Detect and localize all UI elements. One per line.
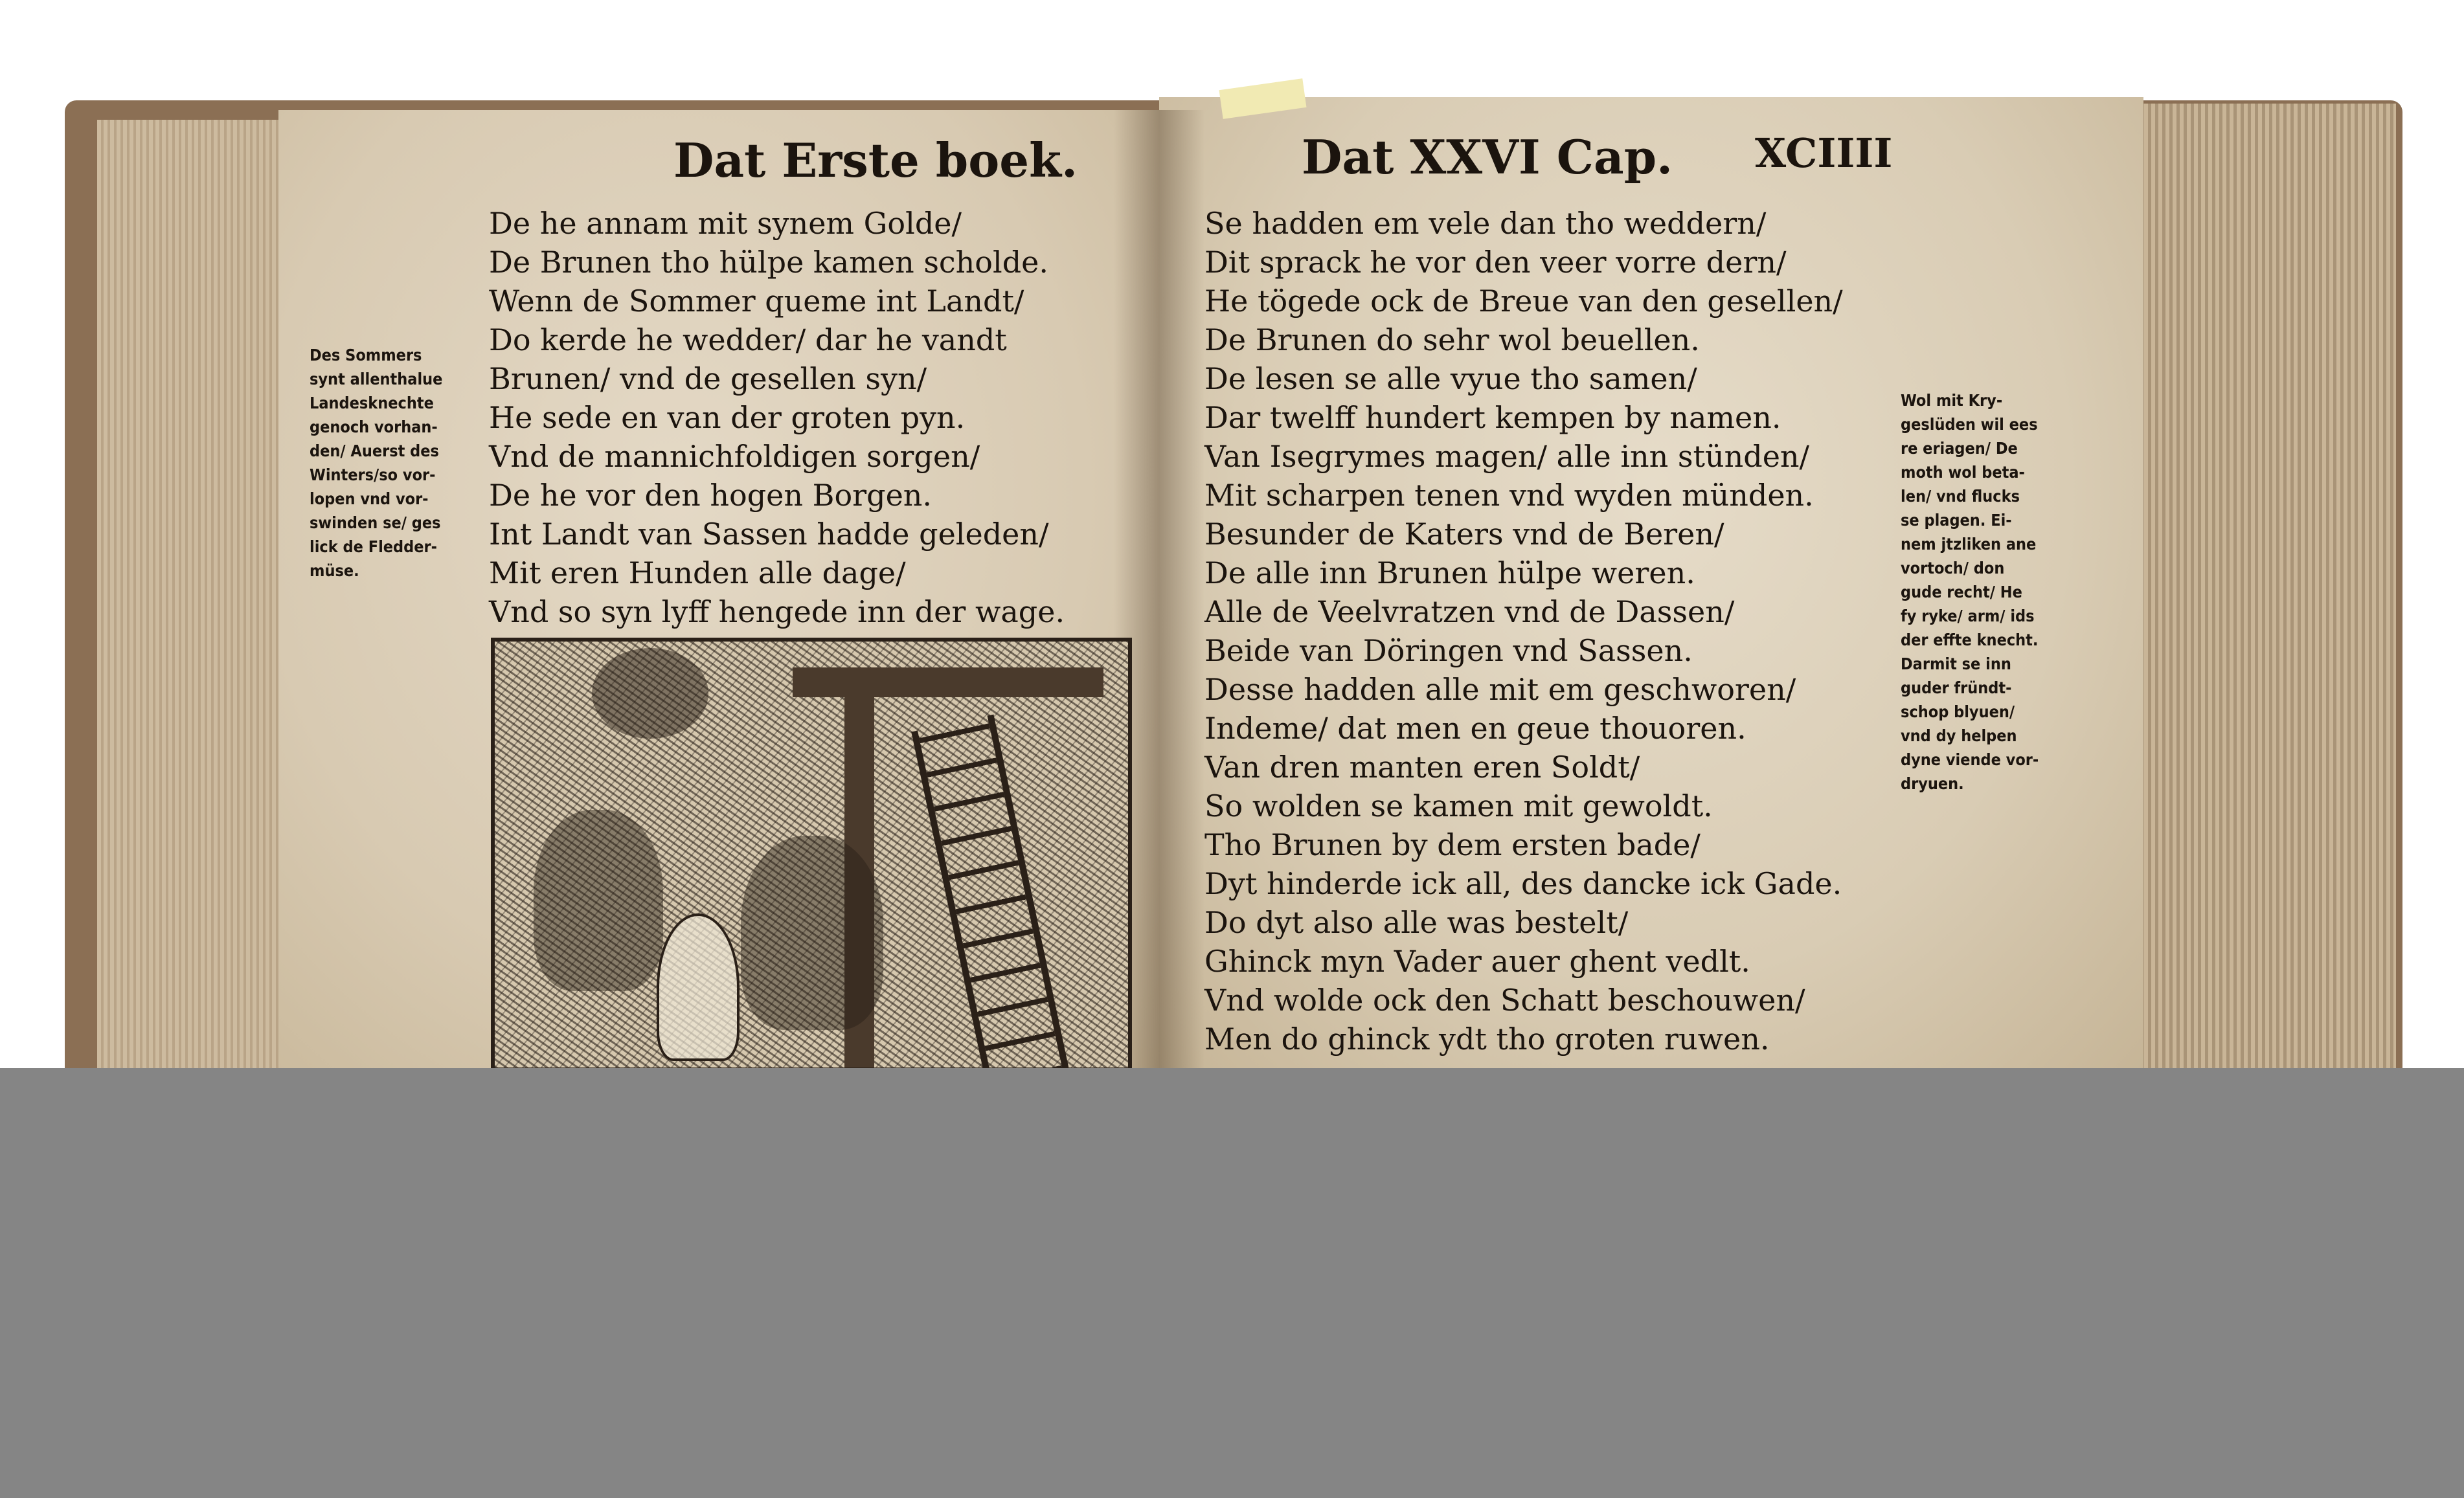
fox-figure [657, 913, 740, 1061]
margin-note-line: genoch vorhan- [310, 418, 438, 436]
verse-line: Ghinck myn Vader auer ghent vedlt. [1204, 944, 1750, 979]
margin-note-line: guder fründt- [1901, 678, 2012, 697]
verse-line: Desse hadden alle mit em geschworen/ [1204, 672, 1796, 707]
verse-line: Vnd so syn lyff hengede inn der wage. [489, 594, 1065, 629]
margin-note-line: lick de Fledder- [310, 537, 437, 556]
verse-line: Dyt hinderde ick all, des dancke ick Gade. [1204, 866, 1842, 901]
verse-line: Indeme/ dat men en geue thouoren. [1204, 711, 1746, 746]
margin-note-line: swinden se/ ges [310, 513, 441, 532]
margin-note-line: se plagen. Ei- [1901, 511, 2012, 530]
verse-line: Van dren manten eren Soldt/ [1204, 750, 1640, 785]
margin-note-line: geslüden wil ees [1901, 415, 2038, 434]
left-page-header: Dat Erste boek. [673, 133, 1078, 188]
margin-note-line: dyne viende vor- [1901, 750, 2039, 769]
verse-line: De he vor den hogen Borgen. [489, 478, 932, 513]
verse-line: De lesen se alle vyue tho samen/ [1204, 361, 1697, 396]
margin-note-line: len/ vnd flucks [1901, 487, 2020, 506]
verse-line: Mit scharpen tenen vnd wyden münden. [1204, 478, 1814, 513]
margin-note-line: vnd dy helpen [1901, 726, 2017, 745]
margin-note-line: der effte knecht. [1901, 631, 2039, 649]
verse-line: He tögede ock de Breue van den gesellen/ [1204, 284, 1843, 319]
folio-number: XCIIII [1755, 129, 1893, 177]
gray-mask-band [0, 1068, 2464, 1498]
verse-line: Do dyt also alle was bestelt/ [1204, 905, 1629, 940]
margin-note-line: Des Sommers [310, 346, 422, 364]
margin-note-line: moth wol beta- [1901, 463, 2025, 482]
verse-line: Dit sprack he vor den veer vorre dern/ [1204, 245, 1787, 280]
verse-line: He sede en van der groten pyn. [489, 400, 966, 435]
verse-line: Men do ghinck ydt tho groten ruwen. [1204, 1022, 1770, 1056]
verse-line: So wolden se kamen mit gewoldt. [1204, 788, 1713, 823]
left-page-edges [97, 120, 285, 1071]
margin-note-line: dryuen. [1901, 774, 1964, 793]
verse-line: Tho Brunen by dem ersten bade/ [1204, 827, 1701, 862]
verse-line: Se hadden em vele dan tho weddern/ [1204, 206, 1767, 241]
margin-note-line: nem jtzliken ane [1901, 535, 2037, 553]
verse-line: De Brunen tho hülpe kamen scholde. [489, 245, 1049, 280]
verse-line: Dar twelff hundert kempen by namen. [1204, 400, 1781, 435]
margin-note-line: lopen vnd vor- [310, 489, 429, 508]
margin-note-line: Darmit se inn [1901, 654, 2011, 673]
margin-note-line: re eriagen/ De [1901, 439, 2018, 458]
margin-note-line: Landesknechte [310, 394, 434, 412]
margin-note-line: gude recht/ He [1901, 583, 2022, 601]
tree [592, 648, 708, 739]
verse-line: Van Isegrymes magen/ alle inn stünden/ [1204, 439, 1810, 474]
margin-note-line: synt allenthalue [310, 370, 443, 388]
verse-line: Alle de Veelvratzen vnd de Dassen/ [1204, 594, 1735, 629]
verse-line: De Brunen do sehr wol beuellen. [1204, 322, 1700, 357]
right-page-edges [2137, 104, 2396, 1068]
verse-line: Mit eren Hunden alle dage/ [489, 555, 906, 590]
verse-line: De he annam mit synem Golde/ [489, 206, 962, 241]
ladder [911, 715, 1069, 1071]
verse-line: De alle inn Brunen hülpe weren. [1204, 555, 1695, 590]
margin-note-line: den/ Auerst des [310, 442, 439, 460]
verse-line: Vnd wolde ock den Schatt beschouwen/ [1204, 983, 1805, 1018]
margin-note-line: Wol mit Kry- [1901, 391, 2003, 410]
margin-note-line: fy ryke/ arm/ ids [1901, 607, 2035, 625]
crowned-lion-left [534, 810, 663, 991]
verse-line: Vnd de mannichfoldigen sorgen/ [489, 439, 980, 474]
margin-note-line: müse. [310, 561, 359, 580]
verse-line: Wenn de Sommer queme int Landt/ [489, 284, 1024, 319]
right-page-header: Dat XXVI Cap. [1302, 129, 1673, 184]
verse-line: Brunen/ vnd de gesellen syn/ [489, 361, 927, 396]
verse-line: Int Landt van Sassen hadde geleden/ [489, 517, 1049, 552]
margin-note-line: vortoch/ don [1901, 559, 2005, 577]
woodcut-illustration [491, 638, 1132, 1071]
verse-line: Besunder de Katers vnd de Beren/ [1204, 517, 1724, 552]
margin-note-line: schop blyuen/ [1901, 702, 2015, 721]
crowned-lion-right [741, 836, 883, 1030]
margin-note-line: Winters/so vor- [310, 465, 436, 484]
verse-line: Do kerde he wedder/ dar he vandt [489, 322, 1007, 357]
gallows-beam [793, 667, 1103, 697]
verse-line: Beide van Döringen vnd Sassen. [1204, 633, 1693, 668]
